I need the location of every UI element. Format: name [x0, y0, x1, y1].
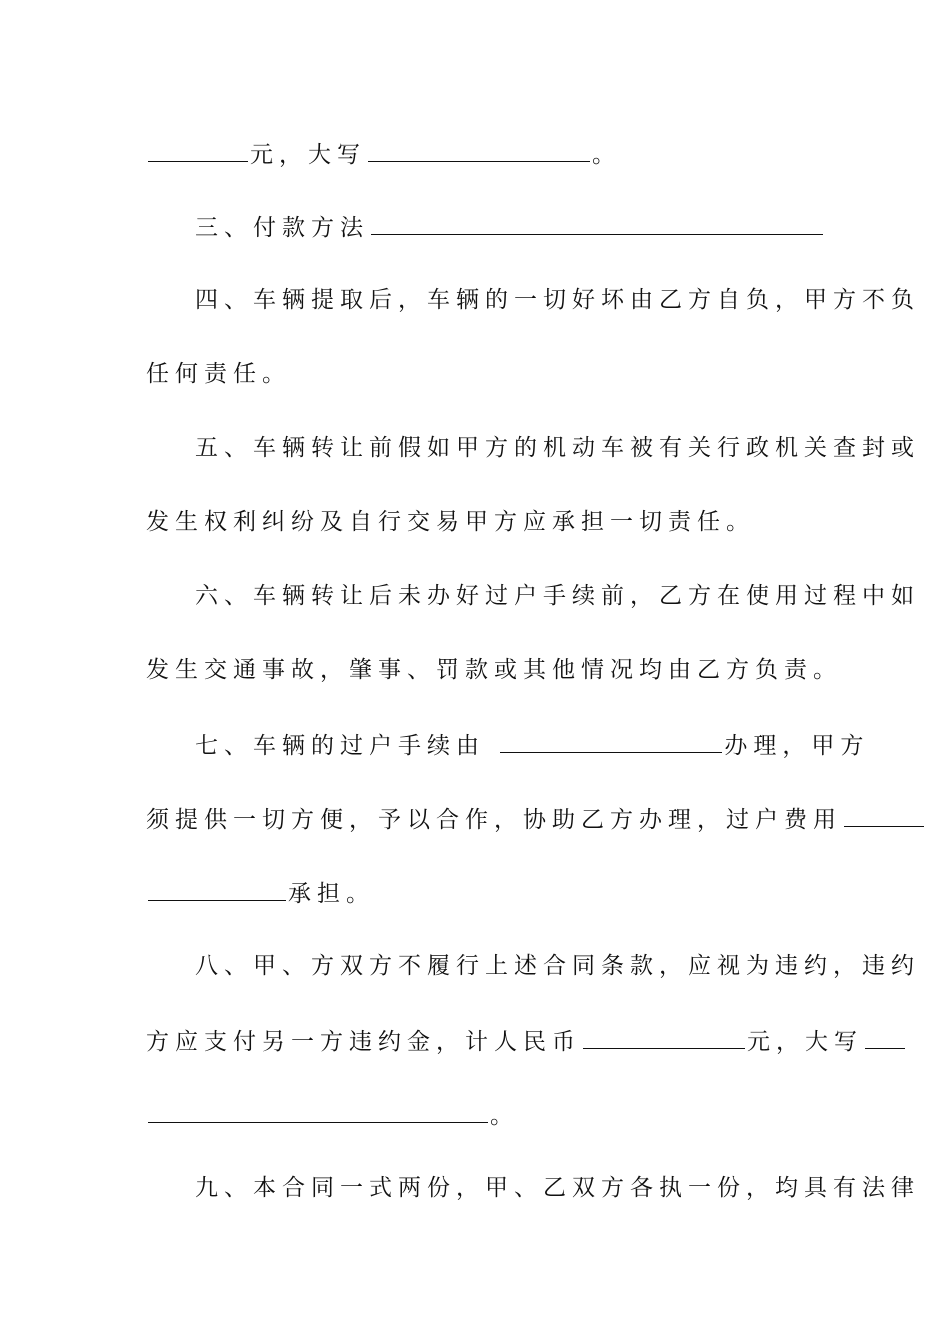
amount-line [146, 133, 816, 173]
fee-payer-blank-1 [844, 798, 924, 827]
clause-6-line-1: 六、车辆转让后未办好过户手续前，乙方在使用过程中如 [195, 583, 920, 609]
clause-8-period: 。 [490, 1103, 519, 1129]
clause-4-line-1: 四、车辆提取后，车辆的一切好坏由乙方自负，甲方不负 [195, 287, 920, 313]
fee-payer-blank-2 [148, 872, 286, 901]
penalty-capital-blank-1 [865, 1020, 905, 1049]
clause-4-line-2: 任何责任。 [146, 361, 291, 387]
clause-8-text: 方应支付另一方违约金，计人民币 [146, 1029, 581, 1055]
clause-7-text: 七、车辆的过户手续由 [195, 733, 499, 759]
clause-5-line-1: 五、车辆转让前假如甲方的机动车被有关行政机关查封或 [195, 435, 920, 461]
clause-3-text: 三、付款方法 [195, 215, 369, 241]
payment-method-blank [371, 206, 823, 235]
clause-6-line-2: 发生交通事故，肇事、罚款或其他情况均由乙方负责。 [146, 657, 842, 683]
clause-8-line-2 [146, 1020, 863, 1060]
amount-unit-text: 元，大写 [250, 142, 366, 168]
clause-8-line-1: 八、甲、方双方不履行上述合同条款，应视为违约，违约 [195, 953, 920, 979]
penalty-amount-blank [583, 1020, 745, 1049]
clause-5-line-2: 发生权利纠纷及自行交易甲方应承担一切责任。 [146, 509, 755, 535]
clause-8-unit-text: 元，大写 [747, 1029, 863, 1055]
period-text: 。 [592, 142, 621, 168]
clause-7-line-3-text: 承担。 [288, 881, 375, 907]
clause-8-line-3 [146, 1094, 816, 1134]
amount-blank [148, 133, 248, 162]
clause-7-line-2 [146, 798, 842, 838]
clause-7-text-end: 办理，甲方 [724, 733, 870, 759]
clause-7-line-1 [195, 724, 870, 764]
transfer-handler-blank [500, 724, 722, 753]
amount-capital-blank [368, 133, 590, 162]
penalty-capital-blank-2 [148, 1094, 488, 1123]
clause-7-line-2-text: 须提供一切方便，予以合作，协助乙方办理，过户费用 [146, 807, 842, 833]
clause-7-line-3 [146, 872, 816, 912]
clause-3-payment [195, 206, 865, 246]
clause-9-line-1: 九、本合同一式两份，甲、乙双方各执一份，均具有法律 [195, 1175, 920, 1201]
